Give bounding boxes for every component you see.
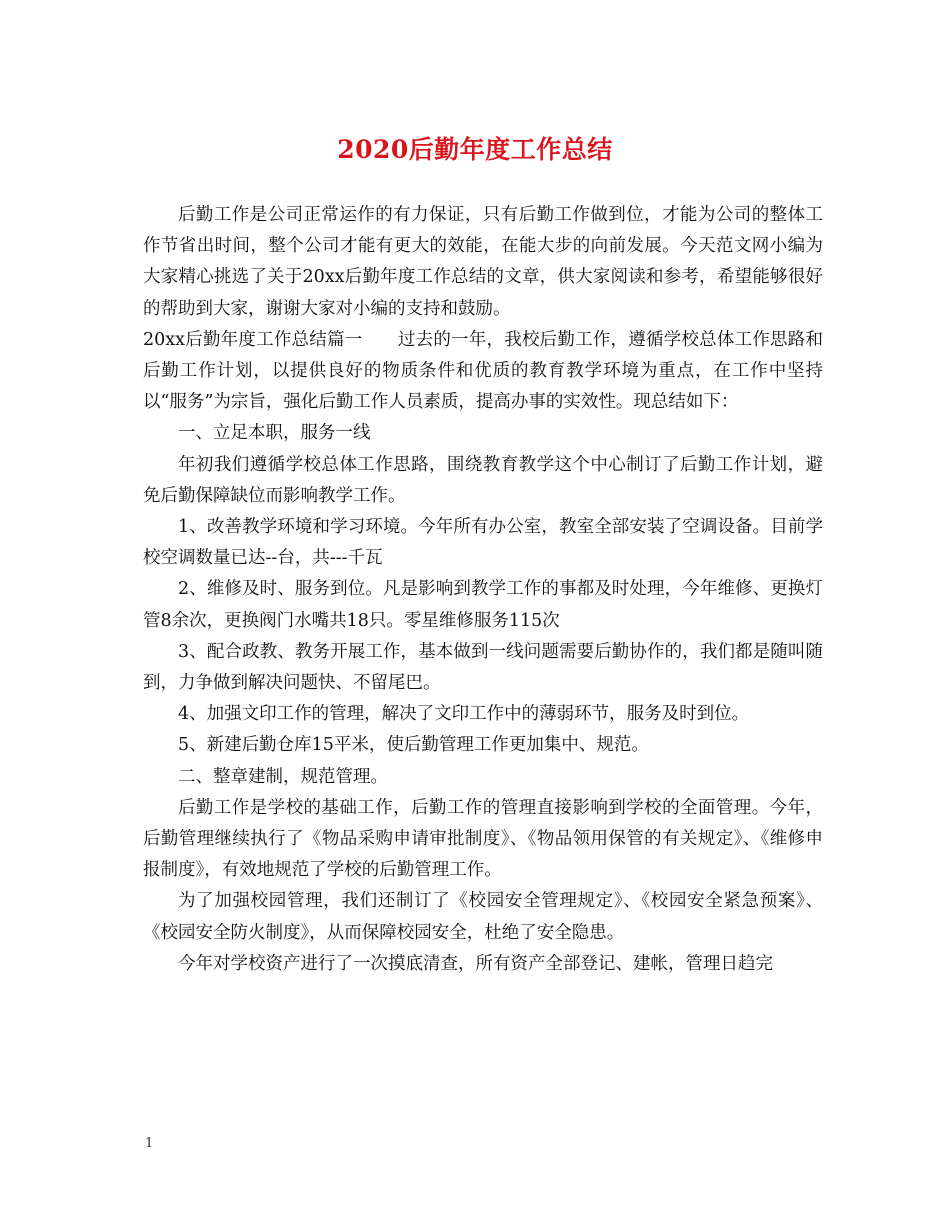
document-title: 2020后勤年度工作总结	[337, 135, 613, 164]
document-body	[143, 200, 823, 980]
paragraph-intro: 后勤工作是公司正常运作的有力保证，只有后勤工作做到位，才能为公司的整体工作节省出时间，整个公司才能有更大的效能，在能大步的向前发展。今天范文网小编为大家精心挑选了关于20xx后勤年度工作总结的文章，供大家阅读和参考，希望能够很好的帮助到大家，谢谢大家对小编的支持和鼓励。	[143, 205, 823, 319]
paragraph: 年初我们遵循学校总体工作思路，围绕教育教学这个中心制订了后勤工作计划，避免后勤保障缺位而影响教学工作。	[143, 454, 823, 506]
paragraph-heading-1: 一、立足本职，服务一线	[178, 423, 371, 444]
paragraph-item-2: 2、维修及时、服务到位。凡是影响到教学工作的事都及时处理，今年维修、更换灯管8余次，更换阀门水嘴共18只。零星维修服务115次	[143, 579, 823, 631]
paragraph-item-4: 4、加强文印工作的管理，解决了文印工作中的薄弱环节，服务及时到位。	[178, 704, 750, 725]
paragraph: 后勤工作是学校的基础工作，后勤工作的管理直接影响到学校的全面管理。今年，后勤管理继续执行了《物品采购申请审批制度》、《物品领用保管的有关规定》、《维修申报制度》，有效地规范了学校的后勤管理工作。	[143, 797, 823, 881]
paragraph-heading-2: 二、整章建制，规范管理。	[178, 766, 388, 787]
paragraph-item-3: 3、配合政教、教务开展工作，基本做到一线问题需要后勤协作的，我们都是随叫随到，力争做到解决问题快、不留尾巴。	[143, 641, 823, 694]
paragraph: 为了加强校园管理，我们还制订了《校园安全管理规定》、《校园安全紧急预案》、《校园安全防火制度》，从而保障校园安全，杜绝了安全隐患。	[143, 891, 823, 943]
page-number: 1	[145, 1136, 154, 1151]
paragraph-item-5: 5、新建后勤仓库15平米，使后勤管理工作更加集中、规范。	[178, 735, 649, 756]
paragraph-section-heading: 20xx后勤年度工作总结篇一 过去的一年，我校后勤工作，遵循学校总体工作思路和后勤工作计划，以提供良好的物质条件和优质的教育教学环境为重点，在工作中坚持以“服务”为宗旨，强化后勤工作人员素质，提高办事的实效性。现总结如下：	[143, 329, 823, 413]
paragraph-item-1: 1、改善教学环境和学习环境。今年所有办公室，教室全部安装了空调设备。目前学校空调数量已达--台，共---千瓦	[143, 517, 823, 569]
paragraph: 今年对学校资产进行了一次摸底清查，所有资产全部登记、建帐，管理日趋完	[178, 953, 773, 974]
